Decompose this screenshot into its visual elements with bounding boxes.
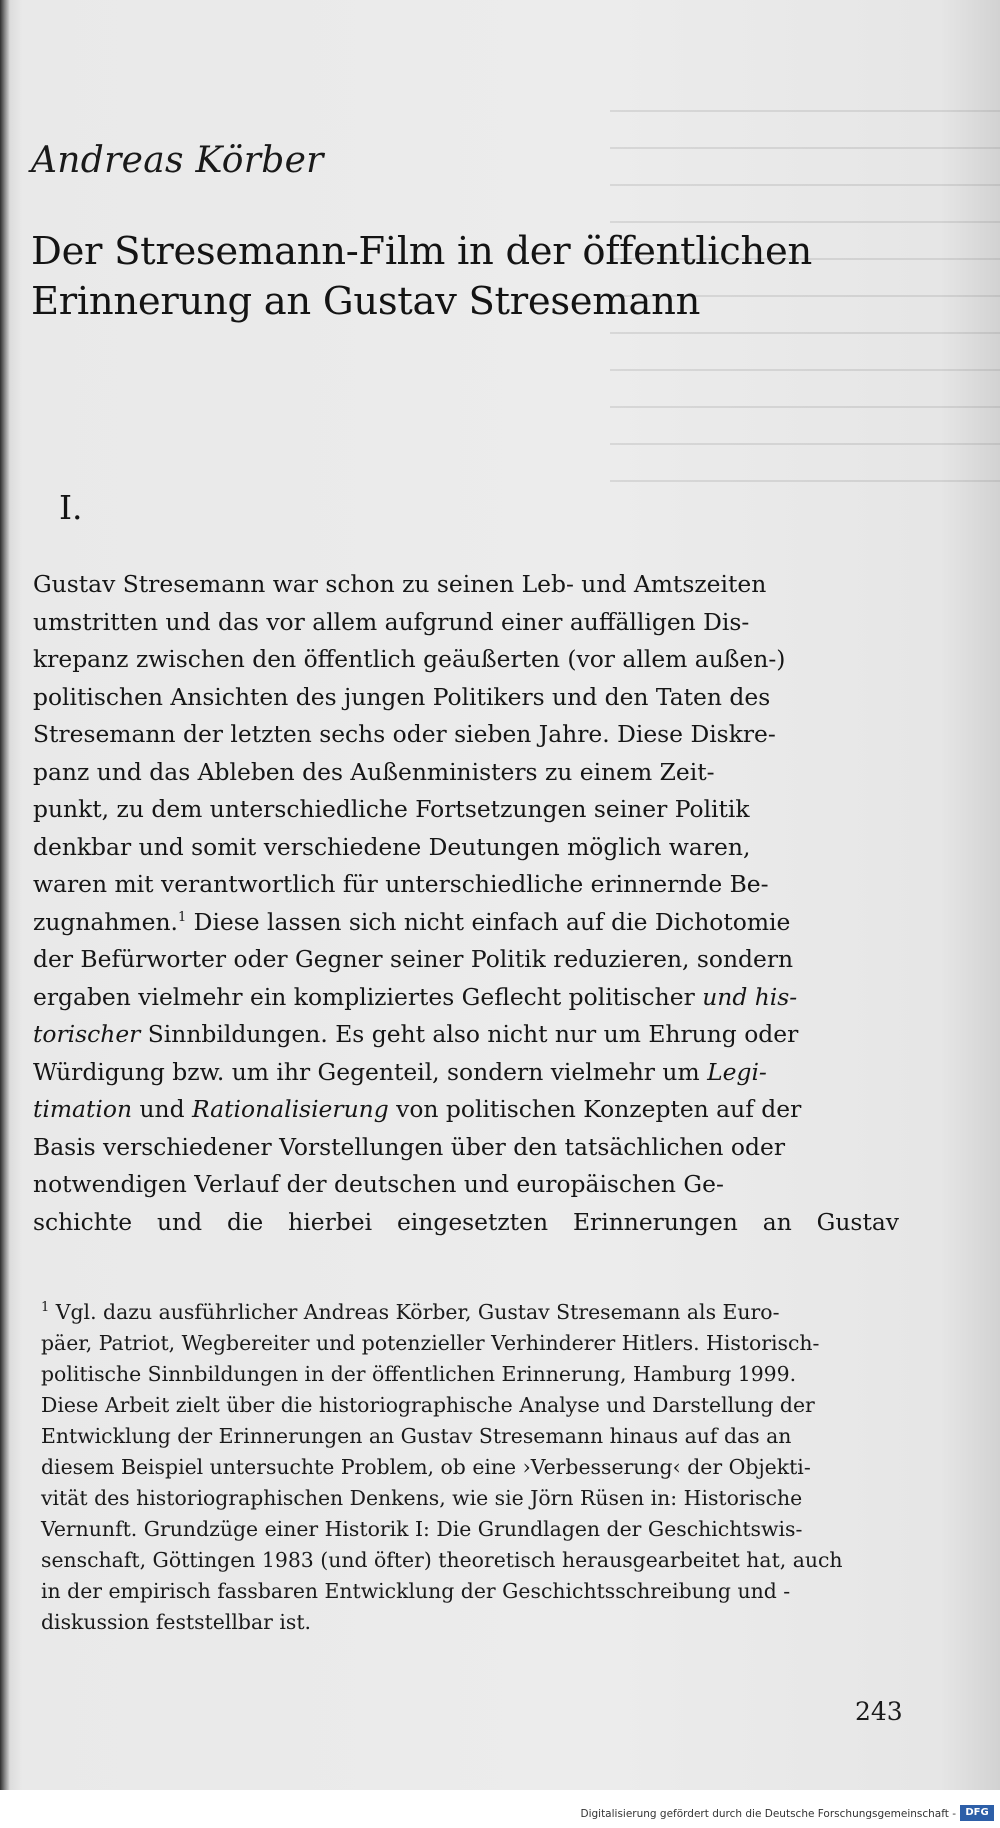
chapter-title-line: Erinnerung an Gustav Stresemann xyxy=(31,279,701,324)
footnote-reference[interactable]: 1 xyxy=(177,909,187,925)
text-fragment: von politischen Konzepten auf der xyxy=(388,1095,802,1123)
chapter-author: Andreas Körber xyxy=(31,140,324,181)
text-line: punkt, zu dem unterschiedliche Fortsetzungen seiner Politik xyxy=(33,795,750,823)
text-fragment: Sinnbildungen. Es geht also nicht nur um Ehrung oder xyxy=(140,1020,799,1048)
text-line xyxy=(33,979,899,1017)
dfg-logo: DFG xyxy=(960,1805,994,1821)
text-line: schichte und die hierbei eingesetzten Erinnerungen an Gustav xyxy=(33,1207,899,1236)
show-through-text xyxy=(610,110,1000,550)
text-line: notwendigen Verlauf der deutschen und europäischen Ge- xyxy=(33,1170,724,1198)
footnote-line: päer, Patriot, Wegbereiter und potenzieller Verhinderer Hitlers. Historisch- xyxy=(41,1331,820,1355)
footnote-line: Diese Arbeit zielt über die historiographische Analyse und Darstellung der xyxy=(41,1393,815,1417)
footnote-line: diesem Beispiel untersuchte Problem, ob eine ›Verbesserung‹ der Objekti- xyxy=(41,1455,811,1479)
text-line: denkbar und somit verschiedene Deutungen möglich waren, xyxy=(33,832,751,861)
footnote-line: Entwicklung der Erinnerungen an Gustav Stresemann hinaus auf das an xyxy=(41,1424,792,1448)
italic-fragment: Rationalisierung xyxy=(192,1095,389,1123)
text-line: Gustav Stresemann war schon zu seinen Leb- und Amtszeiten xyxy=(33,570,767,598)
text-fragment: Diese lassen sich nicht einfach auf die Dichotomie xyxy=(186,907,791,936)
footnote-line: Vernunft. Grundzüge einer Historik I: Die Grundlagen der Geschichtswis- xyxy=(41,1517,803,1541)
footnote-line: politische Sinnbildungen in der öffentlichen Erinnerung, Hamburg 1999. xyxy=(41,1362,797,1386)
italic-fragment: Legi- xyxy=(707,1057,767,1086)
italic-fragment: und his- xyxy=(702,982,798,1011)
text-line xyxy=(33,1054,899,1092)
text-line: umstritten und das vor allem aufgrund einer auffälligen Dis- xyxy=(33,607,750,636)
text-line xyxy=(33,1091,899,1129)
text-line: der Befürworter oder Gegner seiner Politik reduzieren, sondern xyxy=(33,945,794,973)
footnote-line: senschaft, Göttingen 1983 (und öfter) theoretisch herausgearbeitet hat, auch xyxy=(41,1548,843,1572)
text-fragment: und xyxy=(132,1095,193,1123)
footnote-line: vität des historiographischen Denkens, wie sie Jörn Rüsen in: Historische xyxy=(41,1486,803,1510)
italic-fragment: torischer xyxy=(33,1020,141,1048)
digitization-credit: Digitalisierung gefördert durch die Deutsche Forschungsgemeinschaft - xyxy=(580,1808,956,1820)
section-number: I. xyxy=(59,488,83,527)
text-fragment: Würdigung bzw. um ihr Gegenteil, sondern vielmehr um xyxy=(33,1057,708,1086)
italic-fragment: timation xyxy=(33,1095,133,1123)
footnote-number: 1 xyxy=(41,1300,50,1316)
footnote-line xyxy=(41,1297,899,1328)
footnote-line: in der empirisch fassbaren Entwicklung der Geschichtsschreibung und - xyxy=(41,1579,791,1603)
chapter-title xyxy=(31,227,961,327)
text-fragment: Vgl. dazu ausführlicher Andreas Körber, Gustav Stresemann als Euro- xyxy=(49,1300,780,1324)
body-paragraph xyxy=(33,566,899,1241)
text-line: Basis verschiedener Vorstellungen über den tatsächlichen oder xyxy=(33,1132,786,1161)
text-line: Stresemann der letzten sechs oder sieben Jahre. Diese Diskre- xyxy=(33,720,776,748)
chapter-title-line: Der Stresemann-Film in der öffentlichen xyxy=(31,229,813,274)
text-line: waren mit verantwortlich für unterschiedliche erinnernde Be- xyxy=(33,870,769,898)
text-fragment: zugnahmen. xyxy=(33,907,178,936)
text-fragment: ergaben vielmehr ein kompliziertes Geflecht politischer xyxy=(33,982,703,1011)
text-line: politischen Ansichten des jungen Politikers und den Taten des xyxy=(33,682,771,711)
text-line xyxy=(33,1016,899,1054)
text-line: krepanz zwischen den öffentlich geäußerten (vor allem außen-) xyxy=(33,645,786,673)
footnote xyxy=(41,1297,899,1638)
text-line xyxy=(33,904,899,942)
page-number: 243 xyxy=(855,1697,903,1726)
footnote-line: diskussion feststellbar ist. xyxy=(41,1610,312,1634)
text-line: panz und das Ableben des Außenministers zu einem Zeit- xyxy=(33,757,715,786)
